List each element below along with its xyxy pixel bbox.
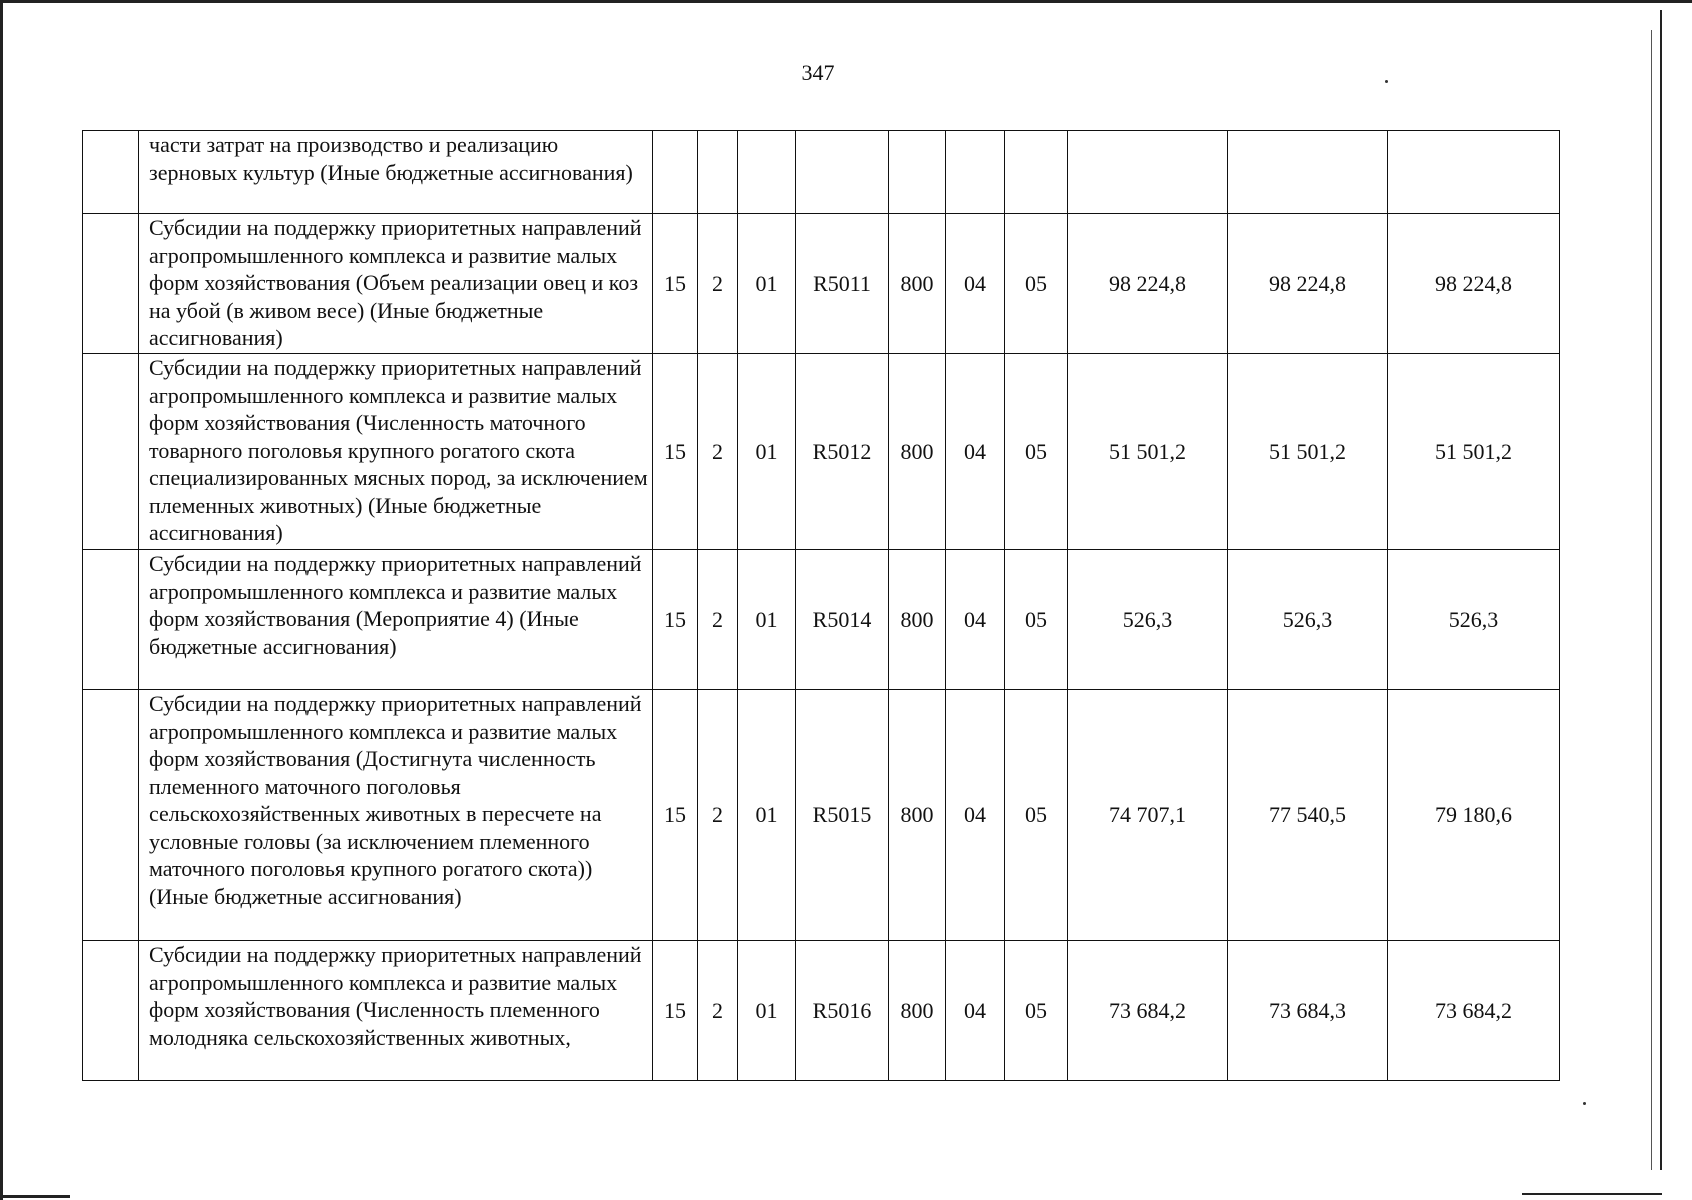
amount-cell: 51 501,2 [1388,354,1560,550]
code-cell: 01 [738,690,796,941]
code-cell: 15 [653,354,698,550]
scan-border-right [1660,10,1662,1170]
code-cell: 800 [889,941,946,1081]
code-cell: R5016 [796,941,889,1081]
code-cell: 2 [698,690,738,941]
table-row [83,214,1560,354]
table-row [83,941,1560,1081]
code-cell: 15 [653,214,698,354]
scan-border-top [0,0,1692,3]
table-row [83,690,1560,941]
code-cell [653,131,698,214]
amount-cell: 526,3 [1388,550,1560,690]
table-row [83,550,1560,690]
amount-cell: 77 540,5 [1228,690,1388,941]
code-cell: 800 [889,214,946,354]
code-cell: R5011 [796,214,889,354]
code-cell: 01 [738,354,796,550]
code-cell: 04 [946,214,1005,354]
table-row [83,131,1560,214]
scan-border-bottom-right [1522,1193,1662,1195]
row-number-cell [83,214,139,354]
amount-cell [1228,131,1388,214]
row-number-cell [83,690,139,941]
code-cell: R5014 [796,550,889,690]
code-cell: 2 [698,214,738,354]
code-cell: R5015 [796,690,889,941]
code-cell [738,131,796,214]
code-cell [698,131,738,214]
code-cell: 15 [653,550,698,690]
amount-cell: 73 684,2 [1388,941,1560,1081]
code-cell: 2 [698,354,738,550]
row-number-cell [83,550,139,690]
code-cell: 04 [946,690,1005,941]
code-cell: 05 [1005,354,1068,550]
description-cell: части затрат на производство и реализацию зерновых культур (Иные бюджетные ассигнования) [139,131,653,214]
code-cell: 800 [889,690,946,941]
code-cell: 05 [1005,941,1068,1081]
code-cell: 800 [889,354,946,550]
code-cell [889,131,946,214]
code-cell: 04 [946,941,1005,1081]
description-cell: Субсидии на поддержку приоритетных направлений агропромышленного комплекса и развитие малых форм хозяйствования (Объем реализации овец и коз на убой (в живом весе) (Иные бюджетные ассигнования) [139,214,653,354]
code-cell [796,131,889,214]
code-cell: 05 [1005,550,1068,690]
amount-cell [1388,131,1560,214]
amount-cell: 79 180,6 [1388,690,1560,941]
row-number-cell [83,131,139,214]
amount-cell: 73 684,3 [1228,941,1388,1081]
code-cell [1005,131,1068,214]
code-cell: 05 [1005,690,1068,941]
page-number: 347 [801,60,835,85]
scan-speck [1583,1102,1586,1105]
row-number-cell [83,941,139,1081]
code-cell: 15 [653,941,698,1081]
row-number-cell [83,354,139,550]
code-cell: 01 [738,214,796,354]
description-cell: Субсидии на поддержку приоритетных направлений агропромышленного комплекса и развитие малых форм хозяйствования (Мероприятие 4) (Иные бюджетные ассигнования) [139,550,653,690]
scan-border-right-inner [1651,30,1652,1170]
description-cell: Субсидии на поддержку приоритетных направлений агропромышленного комплекса и развитие малых форм хозяйствования (Численность племенного молодняка сельскохозяйственных животных, [139,941,653,1081]
code-cell [946,131,1005,214]
amount-cell: 526,3 [1068,550,1228,690]
budget-table [82,130,1560,1081]
code-cell: R5012 [796,354,889,550]
amount-cell [1068,131,1228,214]
amount-cell: 73 684,2 [1068,941,1228,1081]
amount-cell: 526,3 [1228,550,1388,690]
description-cell: Субсидии на поддержку приоритетных направлений агропромышленного комплекса и развитие малых форм хозяйствования (Достигнута численность племенного маточного поголовья сельскохозяйственных животных в пересчете на условные головы (за исключением племенного маточного поголовья крупного рогатого скота)) (Иные бюджетные ассигнования) [139,690,653,941]
code-cell: 01 [738,941,796,1081]
amount-cell: 98 224,8 [1228,214,1388,354]
code-cell: 04 [946,550,1005,690]
code-cell: 15 [653,690,698,941]
scan-border-bottom-left [0,1195,70,1198]
amount-cell: 98 224,8 [1068,214,1228,354]
description-cell: Субсидии на поддержку приоритетных направлений агропромышленного комплекса и развитие малых форм хозяйствования (Численность маточного товарного поголовья крупного рогатого скота специализированных мясных пород, за исключением племенных животных) (Иные бюджетные ассигнования) [139,354,653,550]
code-cell: 01 [738,550,796,690]
code-cell: 05 [1005,214,1068,354]
amount-cell: 74 707,1 [1068,690,1228,941]
code-cell: 2 [698,941,738,1081]
amount-cell: 51 501,2 [1228,354,1388,550]
table-row [83,354,1560,550]
code-cell: 800 [889,550,946,690]
amount-cell: 51 501,2 [1068,354,1228,550]
amount-cell: 98 224,8 [1388,214,1560,354]
scan-border-left [0,0,3,1200]
code-cell: 04 [946,354,1005,550]
code-cell: 2 [698,550,738,690]
